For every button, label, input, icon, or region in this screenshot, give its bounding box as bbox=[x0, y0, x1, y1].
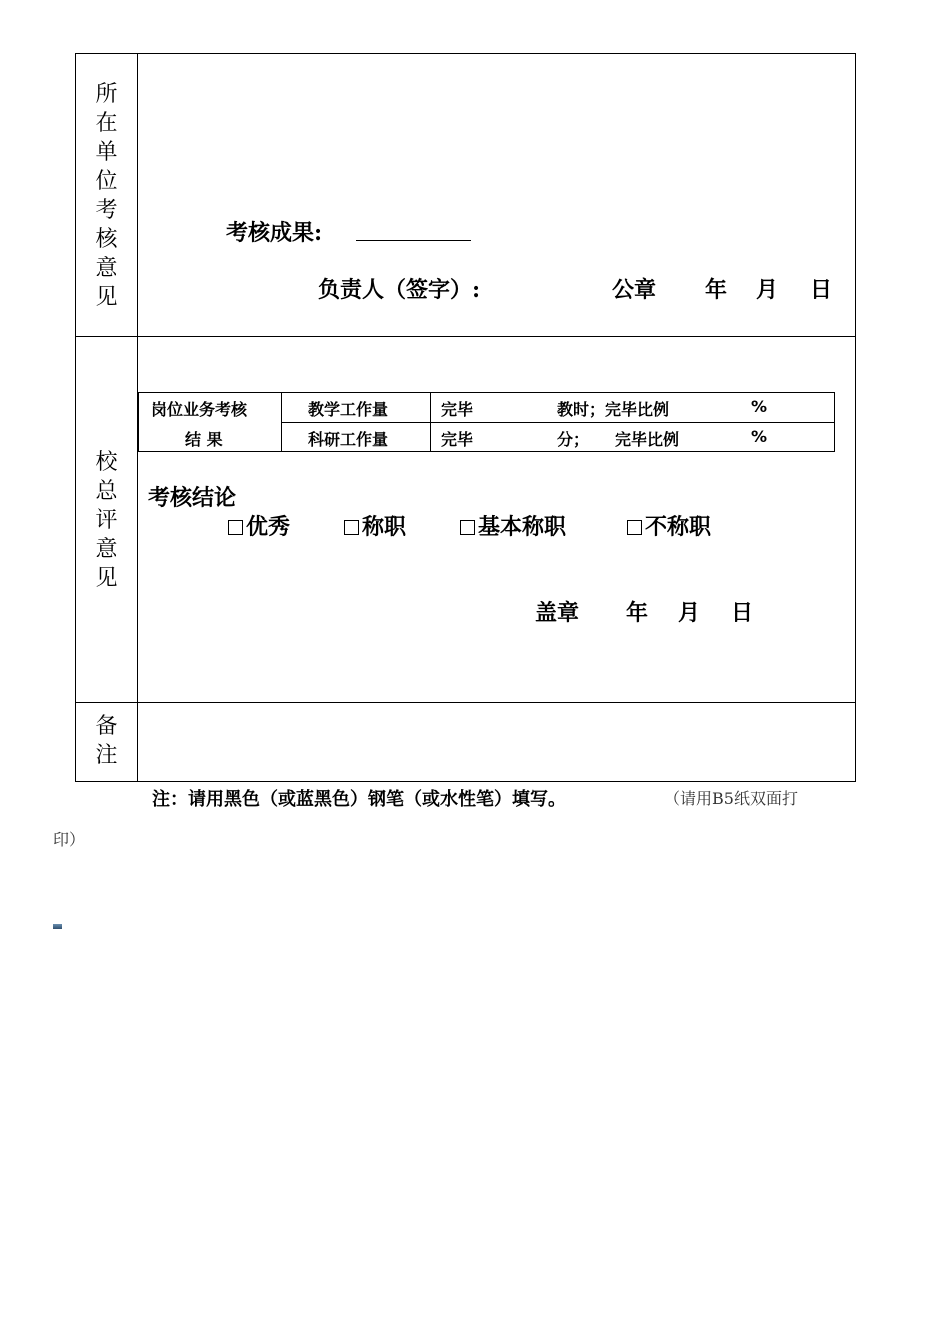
school-opinion-label: 校 总 评 意 见 bbox=[95, 450, 118, 591]
checkbox-icon[interactable] bbox=[627, 520, 642, 535]
option-incompetent[interactable]: 不称职 bbox=[627, 510, 711, 541]
result-blank-field[interactable] bbox=[356, 240, 471, 241]
workload-table bbox=[138, 392, 835, 452]
checkbox-icon[interactable] bbox=[228, 520, 243, 535]
checkbox-icon[interactable] bbox=[460, 520, 475, 535]
conclusion-label: 考核结论 bbox=[148, 485, 237, 511]
result-label: 考核成果: bbox=[226, 220, 323, 246]
unit-year-label: 年 bbox=[705, 277, 728, 303]
row-header-line2: 结 果 bbox=[185, 430, 223, 449]
row-header-cell bbox=[139, 393, 282, 452]
signer-label: 负责人（签字）: bbox=[318, 277, 481, 303]
option-basic-competent[interactable]: 基本称职 bbox=[460, 510, 566, 541]
row-header-line1: 岗位业务考核 bbox=[151, 400, 248, 419]
table-row bbox=[139, 393, 835, 423]
checkbox-icon[interactable] bbox=[344, 520, 359, 535]
option-excellent[interactable]: 优秀 bbox=[228, 510, 290, 541]
school-seal-label: 盖章 bbox=[535, 600, 580, 626]
school-year-label: 年 bbox=[626, 600, 649, 626]
row-divider-1 bbox=[76, 336, 855, 337]
item-cell: 教学工作量 bbox=[282, 393, 431, 423]
footnote-bold: 注：请用黑色（或蓝黑色）钢笔（或水性笔）填写。 bbox=[152, 789, 566, 810]
unit-day-label: 日 bbox=[810, 277, 833, 303]
remarks-label: 备 注 bbox=[95, 714, 118, 768]
value-cell[interactable]: 完毕 教时；完毕比例 % bbox=[431, 393, 835, 423]
item-cell: 科研工作量 bbox=[282, 422, 431, 452]
remarks-field[interactable] bbox=[138, 703, 855, 781]
unit-month-label: 月 bbox=[756, 277, 779, 303]
footnote-wrap: 印） bbox=[53, 830, 86, 849]
unit-opinion-label: 所 在 单 位 考 核 意 见 bbox=[95, 82, 118, 310]
school-month-label: 月 bbox=[678, 600, 701, 626]
footnote-light: （请用B5纸双面打 bbox=[664, 789, 798, 808]
unit-seal-label: 公章 bbox=[612, 277, 657, 303]
option-competent[interactable]: 称职 bbox=[344, 510, 406, 541]
image-placeholder-icon bbox=[53, 924, 62, 929]
school-day-label: 日 bbox=[731, 600, 754, 626]
value-cell[interactable]: 完毕 分； 完毕比例 % bbox=[431, 422, 835, 452]
